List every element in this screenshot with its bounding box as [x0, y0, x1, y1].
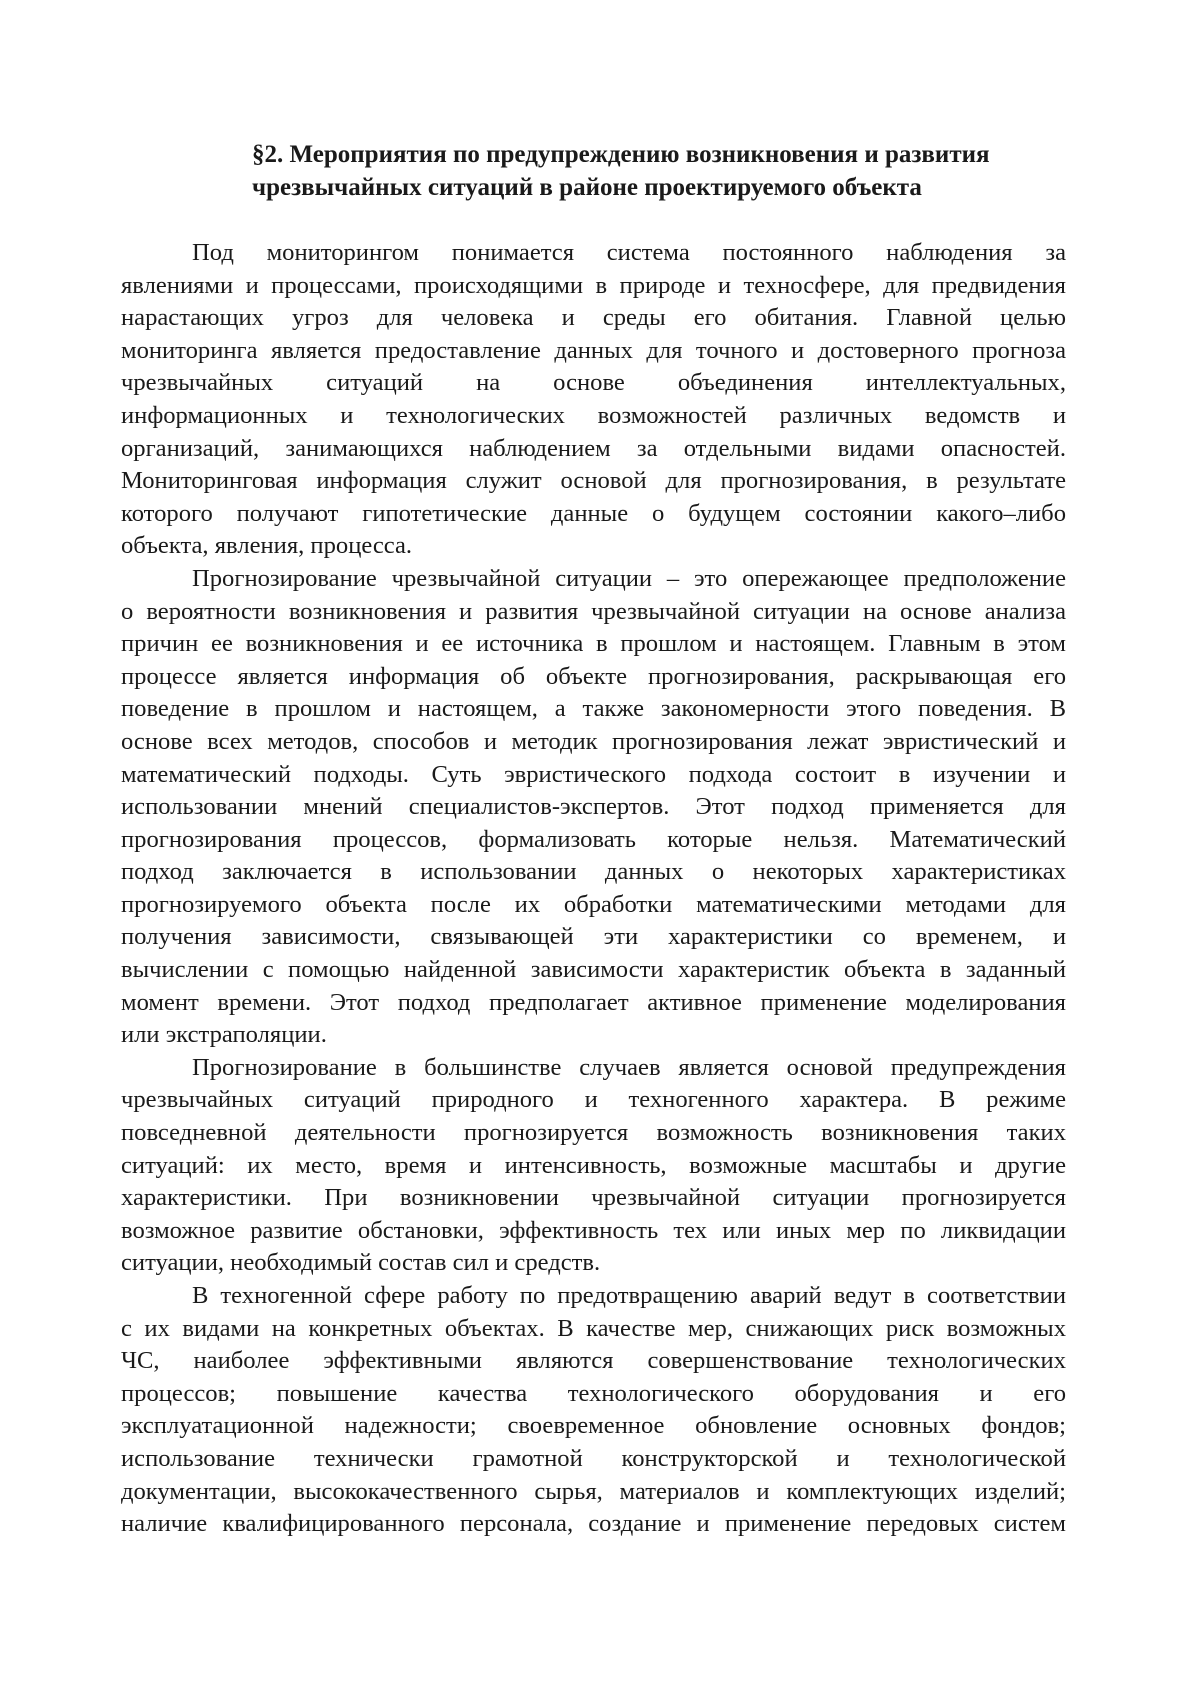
paragraph-line: Мониторинговая информация служит основой для прогнозирования, в результате: [121, 467, 1066, 495]
paragraph-line: В техногенной сфере работу по предотвращению аварий ведут в соответствии: [192, 1282, 1066, 1309]
paragraph-line: вычислении с помощью найденной зависимости характеристик объекта в заданный: [121, 956, 1066, 984]
paragraph-line: Прогнозирование чрезвычайной ситуации – это опережающее предположение: [192, 564, 1066, 592]
paragraph-line: или экстраполяции.: [121, 1021, 327, 1049]
paragraph-line: документации, высококачественного сырья, материалов и комплектующих изделий;: [121, 1477, 1066, 1505]
paragraph-line: математический подходы. Суть эвристического подхода состоит в изучении и: [121, 760, 1066, 788]
paragraph-line: процессов; повышение качества технологического оборудования и его: [121, 1379, 1066, 1407]
paragraph-line: момент времени. Этот подход предполагает активное применение моделирования: [121, 988, 1066, 1016]
paragraph-line: Прогнозирование в большинстве случаев является основой предупреждения: [192, 1053, 1066, 1081]
paragraph: [121, 237, 1066, 563]
paragraph: [121, 1052, 1066, 1280]
paragraph-line: информационных и технологических возможностей различных ведомств и: [121, 401, 1066, 429]
body-text: [121, 237, 1066, 1541]
paragraph-line: процессе является информация об объекте прогнозирования, раскрывающая его: [121, 662, 1066, 690]
paragraph-line: ситуации, необходимый состав сил и средств.: [121, 1249, 601, 1277]
section-heading-line-1: §2. Мероприятия по предупреждению возникновения и развития: [252, 141, 990, 168]
paragraph-line: повседневной деятельности прогнозируется возможность возникновения таких: [121, 1119, 1066, 1147]
paragraph-line: организаций, занимающихся наблюдением за отдельными видами опасностей.: [121, 434, 1066, 462]
paragraph-line: наличие квалифицированного персонала, создание и применение передовых систем: [121, 1510, 1066, 1538]
paragraph-line: подход заключается в использовании данных о некоторых характеристиках: [121, 858, 1066, 886]
paragraph-line: прогнозирования процессов, формализовать которые нельзя. Математический: [121, 825, 1066, 853]
paragraph-line: нарастающих угроз для человека и среды его обитания. Главной целью: [121, 304, 1066, 332]
paragraph-line: о вероятности возникновения и развития чрезвычайной ситуации на основе анализа: [121, 597, 1066, 625]
paragraph-line: объекта, явления, процесса.: [121, 532, 413, 560]
paragraph-line: использование технически грамотной конструкторской и технологической: [121, 1444, 1066, 1472]
section-heading-line-2: чрезвычайных ситуаций в районе проектируемого объекта: [252, 174, 922, 201]
paragraph-line: чрезвычайных ситуаций природного и техногенного характера. В режиме: [121, 1086, 1066, 1114]
paragraph-line: явлениями и процессами, происходящими в природе и техносфере, для предвидения: [121, 271, 1066, 299]
paragraph-line: основе всех методов, способов и методик прогнозирования лежат эвристический и: [121, 727, 1066, 755]
paragraph-line: причин ее возникновения и ее источника в прошлом и настоящем. Главным в этом: [121, 630, 1066, 658]
paragraph-line: с их видами на конкретных объектах. В качестве мер, снижающих риск возможных: [121, 1314, 1066, 1342]
paragraph-line: Под мониторингом понимается система постоянного наблюдения за: [192, 239, 1066, 266]
paragraph-line: поведение в прошлом и настоящем, а также закономерности этого поведения. В: [121, 695, 1066, 723]
section-heading: [252, 138, 1152, 204]
paragraph-line: возможное развитие обстановки, эффективность тех или иных мер по ликвидации: [121, 1216, 1066, 1244]
paragraph-line: прогнозируемого объекта после их обработки математическими методами для: [121, 890, 1066, 918]
paragraph: [121, 1280, 1066, 1541]
paragraph-line: эксплуатационной надежности; своевременное обновление основных фондов;: [121, 1412, 1066, 1440]
paragraph-line: мониторинга является предоставление данных для точного и достоверного прогноза: [121, 336, 1066, 364]
paragraph-line: использовании мнений специалистов-экспертов. Этот подход применяется для: [121, 793, 1066, 821]
paragraph-line: характеристики. При возникновении чрезвычайной ситуации прогнозируется: [121, 1184, 1066, 1212]
paragraph-line: чрезвычайных ситуаций на основе объединения интеллектуальных,: [121, 369, 1066, 397]
paragraph-line: ситуаций: их место, время и интенсивность, возможные масштабы и другие: [121, 1151, 1066, 1179]
paragraph-line: ЧС, наиболее эффективными являются совершенствование технологических: [121, 1347, 1066, 1375]
paragraph-line: которого получают гипотетические данные о будущем состоянии какого–либо: [121, 499, 1066, 527]
paragraph-line: получения зависимости, связывающей эти характеристики со временем, и: [121, 923, 1066, 951]
paragraph: [121, 563, 1066, 1052]
